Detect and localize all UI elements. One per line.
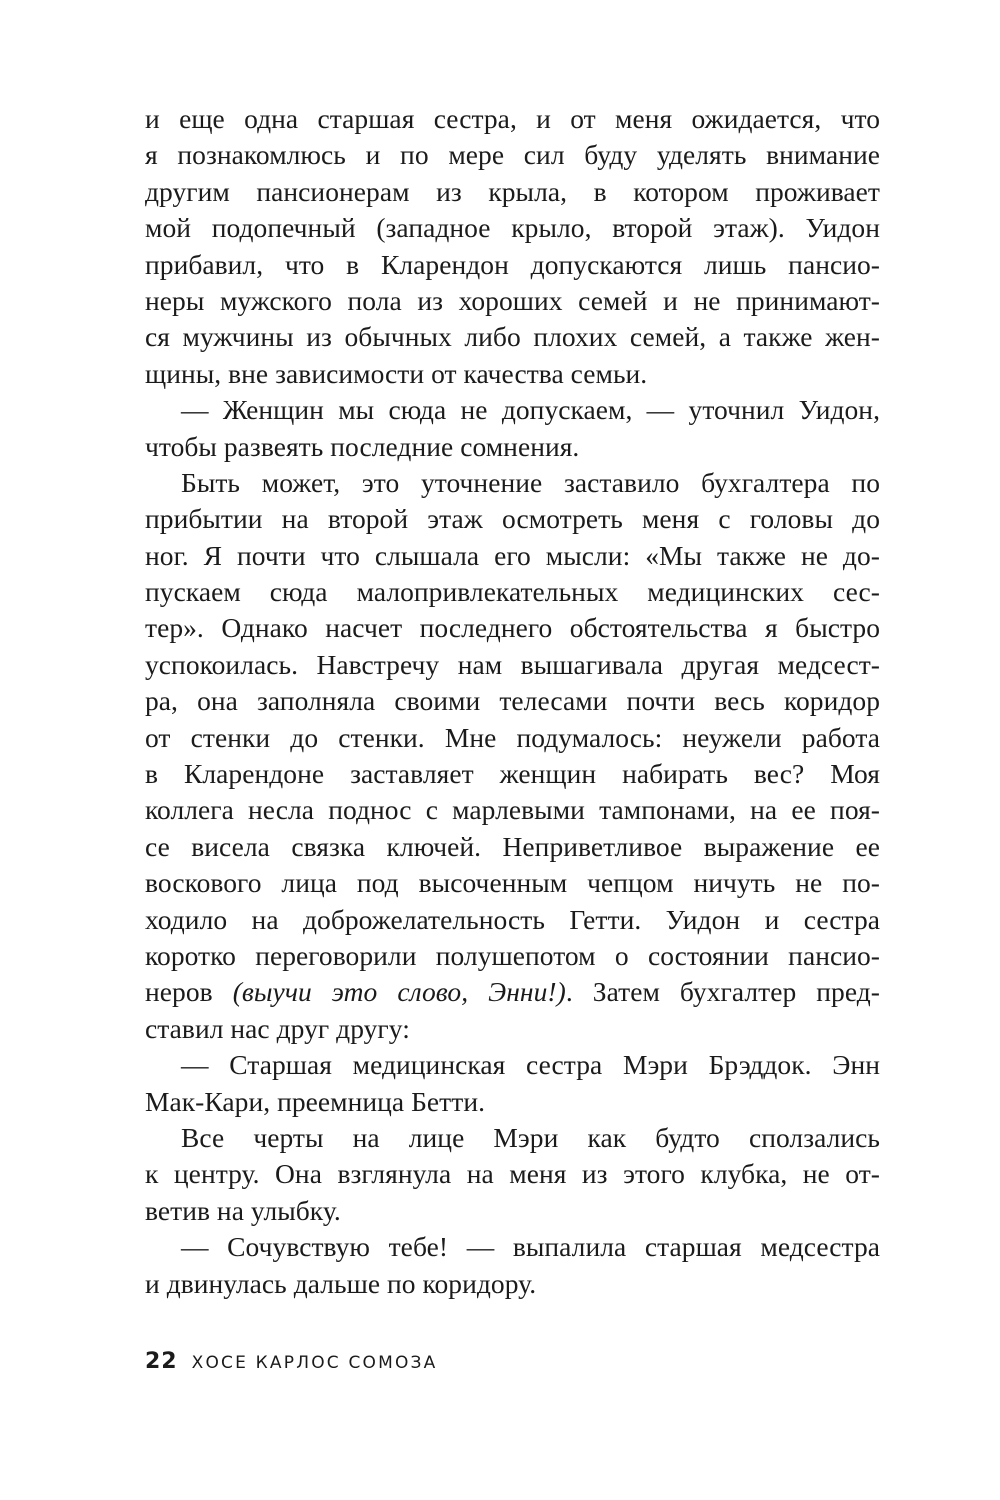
text-line: коллега несла поднос с марлевыми тампонами, на ее поя-	[145, 794, 880, 826]
text-line: другим пансионерам из крыла, в котором проживает	[145, 175, 880, 207]
text-line: в Кларендоне заставляет женщин набирать вес? Моя	[145, 758, 880, 790]
text-line: ставил нас друг другу:	[145, 1012, 410, 1044]
page-number: 22	[145, 1349, 178, 1374]
paragraph-start-line: Все черты на лице Мэри как будто сползались	[181, 1121, 880, 1153]
text-line: прибытии на второй этаж осмотреть меня с головы до	[145, 503, 880, 535]
dialogue-line: — Женщин мы сюда не допускаем, — уточнил Уидон,	[181, 394, 880, 426]
text-line: ся мужчины из обычных либо плохих семей, а также жен-	[145, 321, 880, 353]
text-line: мой подопечный (западное крыло, второй этаж). Уидон	[145, 212, 880, 244]
text-line: неры мужского пола из хороших семей и не принимают-	[145, 284, 880, 316]
dialogue-line: — Сочувствую тебе! — выпалила старшая медсестра	[181, 1231, 880, 1263]
text-line: коротко переговорили полушепотом о состоянии пансио-	[145, 939, 880, 971]
text-line: воскового лица под высоченным чепцом ничуть не по-	[145, 867, 880, 899]
paragraph-start-line: Быть может, это уточнение заставило бухгалтера по	[181, 466, 880, 498]
text-line: и еще одна старшая сестра, и от меня ожидается, что	[145, 103, 880, 134]
book-page-text	[145, 101, 880, 1302]
text-fragment: неров	[145, 976, 233, 1008]
text-line: тер». Однако насчет последнего обстоятельства я быстро	[145, 612, 880, 644]
running-head-author: ХОСЕ КАРЛОС СОМОЗА	[191, 1353, 438, 1373]
text-line: чтобы развеять последние сомнения.	[145, 430, 580, 462]
text-line: Мак-Кари, преемница Бетти.	[145, 1085, 486, 1117]
text-line: се висела связка ключей. Неприветливое выражение ее	[145, 830, 880, 862]
text-line: ра, она заполняла своими телесами почти весь коридор	[145, 685, 880, 717]
text-line: щины, вне зависимости от качества семьи.	[145, 357, 648, 389]
text-line: и двинулась дальше по коридору.	[145, 1267, 537, 1299]
page-footer	[145, 1349, 437, 1374]
italic-aside: (выучи это слово, Энни!)	[232, 976, 566, 1008]
text-line: ходило на доброжелательность Гетти. Уидон и сестра	[145, 903, 880, 935]
text-line: я познакомлюсь и по мере сил буду уделять внимание	[145, 139, 880, 171]
text-line: ветив на улыбку.	[145, 1194, 341, 1226]
text-line: ног. Я почти что слышала его мысли: «Мы также не до-	[145, 539, 880, 571]
text-line: от стенки до стенки. Мне подумалось: неужели работа	[145, 721, 880, 753]
text-line: прибавил, что в Кларендон допускаются лишь пансио-	[145, 248, 880, 280]
text-line: пускаем сюда малопривлекательных медицинских сес-	[145, 576, 880, 608]
text-line: к центру. Она взглянула на меня из этого клубка, не от-	[145, 1158, 880, 1190]
text-fragment: . Затем бухгалтер пред-	[565, 976, 880, 1008]
text-line-with-italic	[145, 974, 880, 1010]
text-line: успокоилась. Навстречу нам вышагивала другая медсест-	[145, 648, 880, 680]
dialogue-line: — Старшая медицинская сестра Мэри Брэддок. Энн	[181, 1049, 880, 1081]
